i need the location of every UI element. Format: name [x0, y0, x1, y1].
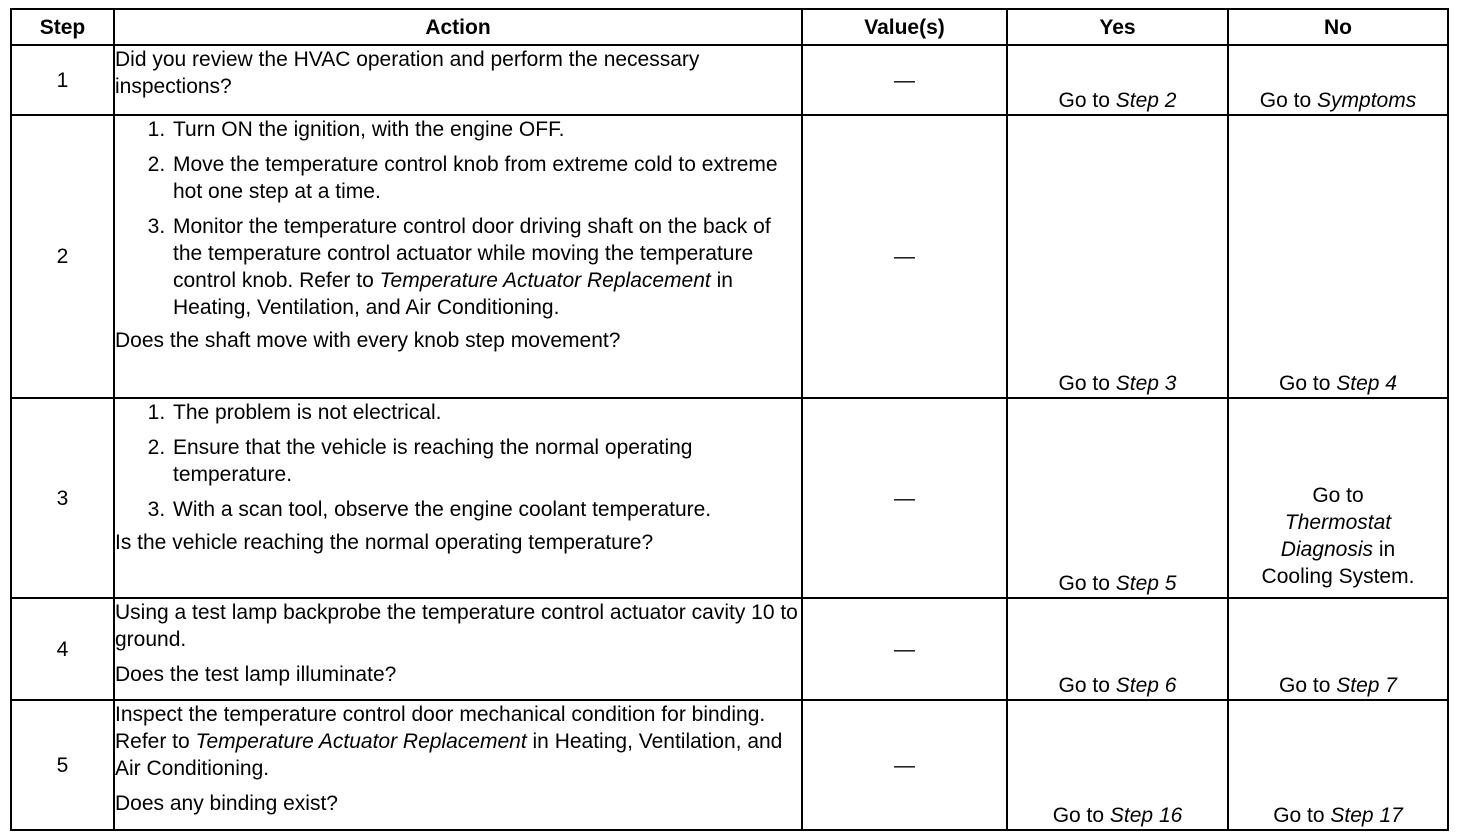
question-text: Does the test lamp illuminate?: [115, 663, 397, 686]
yes-prefix: Go to: [1058, 572, 1110, 595]
no-line-1: Go to: [1312, 484, 1364, 507]
diagnostic-table: [10, 8, 1449, 831]
action-item: 1. The problem is not electrical.: [171, 399, 801, 426]
table-row: [11, 398, 1448, 598]
yes-ref: Step 3: [1115, 372, 1177, 395]
action-text: Did you review the HVAC operation and perform the necessary inspections?: [115, 48, 700, 98]
header-yes: Yes: [1007, 9, 1228, 45]
yes-ref: Step 6: [1115, 674, 1177, 697]
header-no: No: [1228, 9, 1448, 45]
action-suffix: in Heating, Ventilation, and Air Conditioning.: [115, 730, 783, 780]
no-prefix: Go to: [1259, 89, 1312, 112]
action-cell: [114, 598, 802, 700]
no-line-3-suffix: in: [1378, 538, 1396, 561]
value-cell: —: [802, 700, 1007, 830]
no-ref: Symptoms: [1317, 89, 1417, 112]
yes-prefix: Go to: [1058, 89, 1110, 112]
action-item-text: Monitor the temperature control door driving shaft on the back of the temperature control actuator while moving the temperature control knob. Refer to: [173, 215, 771, 292]
question-text: Is the vehicle reaching the normal operating temperature?: [115, 531, 654, 554]
action-prefix: Inspect the temperature control door mechanical condition for binding. Refer to: [115, 703, 766, 753]
step-number: 5: [11, 700, 114, 830]
yes-cell: [1007, 115, 1228, 398]
no-ref-diagnosis: Diagnosis: [1280, 538, 1373, 561]
table-row: [11, 45, 1448, 115]
header-action: Action: [114, 9, 802, 45]
action-ref: Temperature Actuator Replacement: [195, 730, 527, 753]
no-line-3: [1229, 536, 1447, 563]
question-text: Does any binding exist?: [115, 792, 338, 815]
action-steps: [115, 399, 801, 523]
step-number: 1: [11, 45, 114, 115]
no-cell: [1228, 700, 1448, 830]
step-number: 4: [11, 598, 114, 700]
yes-prefix: Go to: [1058, 372, 1110, 395]
no-line-4: Cooling System.: [1261, 565, 1415, 588]
value-cell: —: [802, 45, 1007, 115]
table-row: [11, 700, 1448, 830]
yes-cell: [1007, 398, 1228, 598]
table-row: [11, 115, 1448, 398]
value-cell: —: [802, 598, 1007, 700]
value-cell: —: [802, 115, 1007, 398]
no-ref-thermostat: Thermostat: [1284, 511, 1392, 534]
no-cell: [1228, 598, 1448, 700]
yes-ref: Step 2: [1115, 89, 1177, 112]
yes-cell: [1007, 45, 1228, 115]
action-text: Using a test lamp backprobe the temperature control actuator cavity 10 to ground.: [115, 601, 798, 651]
action-steps: [115, 116, 801, 321]
yes-prefix: Go to: [1058, 674, 1110, 697]
action-cell: [114, 700, 802, 830]
no-ref: Step 17: [1330, 804, 1403, 827]
action-item: 2. Ensure that the vehicle is reaching the normal operating temperature.: [171, 434, 801, 488]
no-ref: Step 7: [1336, 674, 1397, 697]
action-text: [115, 701, 801, 782]
header-step: Step: [11, 9, 114, 45]
header-row: [11, 9, 1448, 45]
action-cell: [114, 115, 802, 398]
step-number: 3: [11, 398, 114, 598]
no-prefix: Go to: [1279, 674, 1331, 697]
action-item-ref: Temperature Actuator Replacement: [379, 269, 711, 292]
value-cell: —: [802, 398, 1007, 598]
yes-ref: Step 5: [1115, 572, 1177, 595]
no-prefix: Go to: [1279, 372, 1331, 395]
yes-cell: [1007, 700, 1228, 830]
action-cell: [114, 398, 802, 598]
no-cell: [1228, 45, 1448, 115]
no-ref: Step 4: [1336, 372, 1397, 395]
yes-ref: Step 16: [1109, 804, 1183, 827]
table-row: [11, 598, 1448, 700]
action-item: 3. With a scan tool, observe the engine coolant temperature.: [171, 496, 801, 523]
yes-cell: [1007, 598, 1228, 700]
action-item: 2. Move the temperature control knob from extreme cold to extreme hot one step at a time.: [171, 151, 801, 205]
no-line-2: [1229, 509, 1447, 536]
step-number: 2: [11, 115, 114, 398]
header-values: Value(s): [802, 9, 1007, 45]
no-cell: [1228, 115, 1448, 398]
action-cell: [114, 45, 802, 115]
action-item: [171, 213, 801, 321]
yes-prefix: Go to: [1052, 804, 1105, 827]
no-prefix: Go to: [1273, 804, 1325, 827]
action-item-suffix: in Heating, Ventilation, and Air Conditioning.: [173, 269, 733, 319]
no-cell: [1228, 398, 1448, 598]
action-item: 1. Turn ON the ignition, with the engine OFF.: [171, 116, 801, 143]
question-text: Does the shaft move with every knob step movement?: [115, 329, 621, 352]
